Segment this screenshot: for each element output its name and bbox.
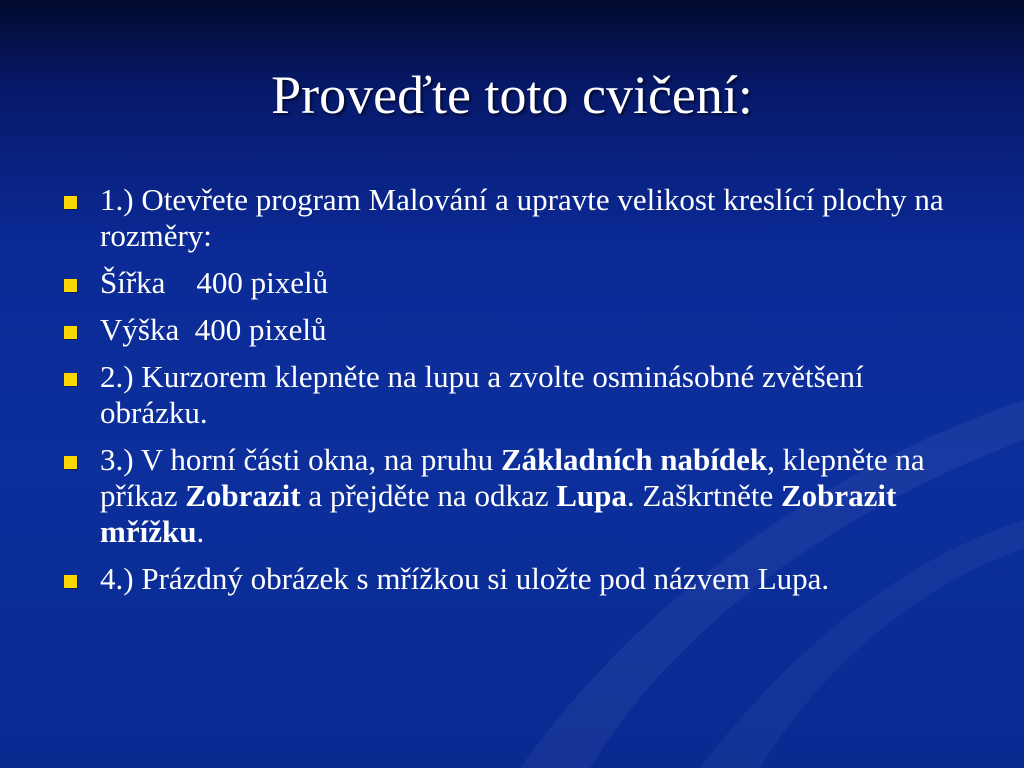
- list-item-text: 1.) Otevřete program Malování a upravte velikost kreslící plochy na rozměry:: [100, 182, 944, 253]
- list-item-text: Šířka 400 pixelů: [100, 265, 329, 300]
- list-item-text: Výška 400 pixelů: [100, 312, 327, 347]
- list-item-text: [100, 442, 925, 549]
- list-item: [60, 312, 960, 348]
- view-command-name: Zobrazit: [185, 478, 301, 513]
- list-item: [60, 561, 960, 597]
- list-item: [60, 182, 960, 254]
- list-item-text: 4.) Prázdný obrázek s mřížkou si uložte pod názvem Lupa.: [100, 561, 830, 596]
- square-bullet-icon: [64, 575, 77, 588]
- list-item: [60, 265, 960, 301]
- square-bullet-icon: [64, 373, 77, 386]
- zoom-link-name: Lupa: [556, 478, 627, 513]
- list-item: [60, 359, 960, 431]
- list-item-text: 2.) Kurzorem klepněte na lupu a zvolte osminásobné zvětšení obrázku.: [100, 359, 864, 430]
- text-segment: , klepněte na příkaz: [100, 442, 925, 513]
- square-bullet-icon: [64, 456, 77, 469]
- list-item: [60, 442, 960, 550]
- text-segment: a přejděte na odkaz: [300, 478, 557, 513]
- square-bullet-icon: [64, 326, 77, 339]
- bullet-list: [60, 182, 960, 608]
- menu-bar-name: Základních nabídek: [500, 442, 768, 477]
- slide-title: Proveďte toto cvičení:: [271, 65, 753, 125]
- text-segment: 3.) V horní části okna, na pruhu: [100, 442, 501, 477]
- text-segment: .: [196, 514, 205, 549]
- square-bullet-icon: [64, 196, 77, 209]
- text-segment: . Zaškrtněte: [626, 478, 781, 513]
- square-bullet-icon: [64, 279, 77, 292]
- show-grid-option-name: Zobrazit mřížku: [100, 478, 897, 549]
